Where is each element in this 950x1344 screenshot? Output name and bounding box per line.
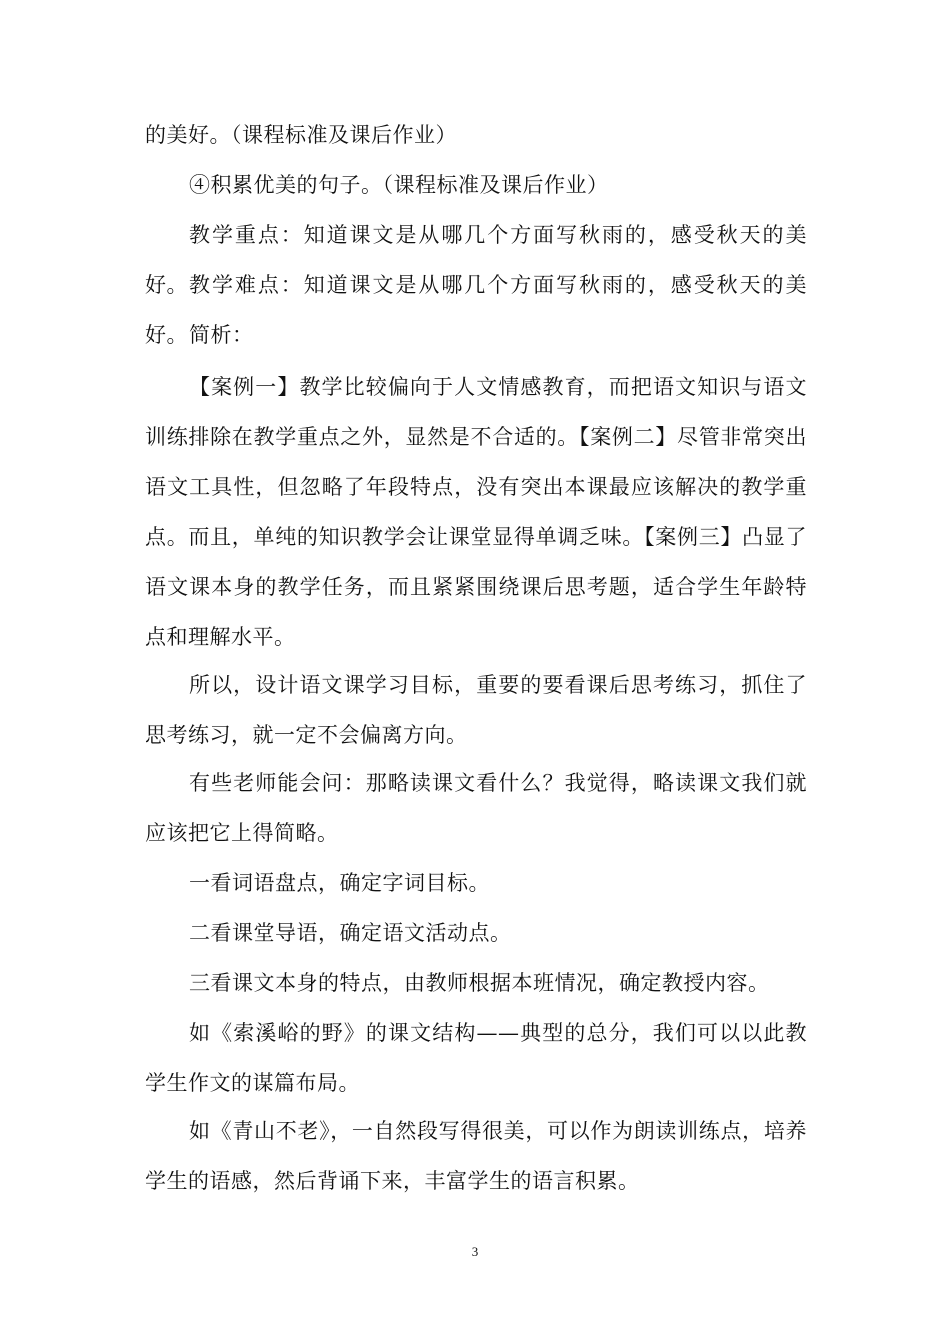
- paragraph-example-1: 如《索溪峪的野》的课文结构——典型的总分，我们可以以此教学生作文的谋篇布局。: [145, 1021, 807, 1095]
- paragraph-teaching-difficulty: 教学难点：知道课文是从哪几个方面写秋雨的，感受秋天的美好。: [145, 273, 807, 347]
- paragraph-analysis-heading: 简析：: [189, 323, 254, 347]
- paragraph-step-1: 一看词语盘点，确定字词目标。: [189, 871, 490, 895]
- paragraph-continuation: 的美好。（课程标准及课后作业）: [145, 123, 457, 147]
- paragraph-step-2: 二看课堂导语，确定语文活动点。: [189, 921, 512, 945]
- paragraph-question: 有些老师能会问：那略读课文看什么？我觉得，略读课文我们就应该把它上得简略。: [145, 771, 807, 845]
- paragraph-step-3: 三看课文本身的特点，由教师根据本班情况，确定教授内容。: [189, 971, 770, 995]
- paragraph-conclusion: 所以，设计语文课学习目标，重要的要看课后思考练习，抓住了思考练习，就一定不会偏离方向。: [145, 673, 807, 747]
- paragraph-case-analysis: 【案例一】教学比较偏向于人文情感教育，而把语文知识与语文训练排除在教学重点之外，显然是不合适的。【案例二】尽管非常突出语文工具性，但忽略了年段特点，没有突出本课最应该解决的教学重点。而且，单纯的知识教学会让课堂显得单调乏味。【案例三】凸显了语文课本身的教学任务，而且紧紧围绕课后思考题，适合学生年龄特点和理解水平。: [145, 375, 807, 649]
- paragraph-teaching-focus: 教学重点：知道课文是从哪几个方面写秋雨的，感受秋天的美好。: [145, 223, 807, 297]
- page-number: 3: [471, 1244, 479, 1259]
- paragraph-objective-4: ④积累优美的句子。（课程标准及课后作业）: [189, 173, 609, 197]
- paragraph-example-2: 如《青山不老》，一自然段写得很美，可以作为朗读训练点，培养学生的语感，然后背诵下来，丰富学生的语言积累。: [145, 1119, 807, 1193]
